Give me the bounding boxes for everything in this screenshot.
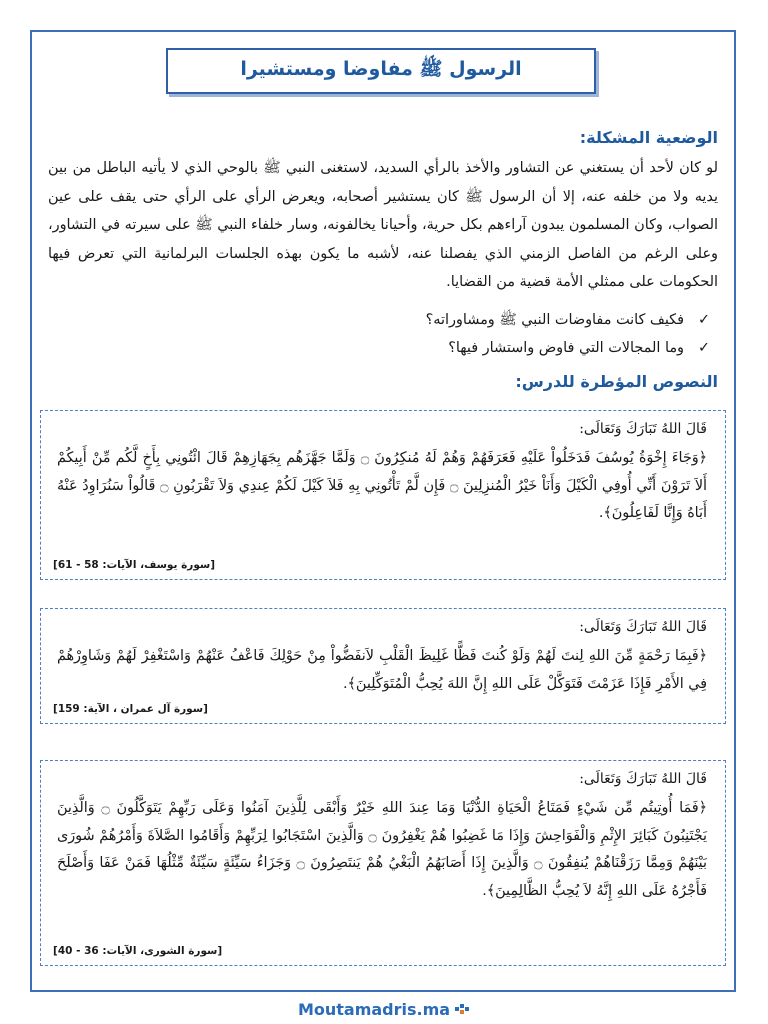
lesson-title-text: الرسول ﷺ مفاوضا ومستشيرا: [240, 58, 522, 80]
verse-intro: قَالَ اللهُ تَبَارَكَ وَتَعَالَى:: [579, 619, 707, 635]
verse-text: ﴿وَجَاءَ إِخْوَةُ يُوسُفَ فَدَخَلُواْ عَلَيْهِ فَعَرَفَهُمْ وَهُمْ لَهُ مُنكِرُونَ ۝ وَلَمَّا جَهَّزَهُم بِجَهَازِهِمْ قَالَ ائْتُونِي بِأَخٍ لَّكُم مِّنْ أَبِيكُمْ أَلاَ تَرَوْنَ أَنِّي أُوفِي الْكَيْلَ وَأَنَاْ خَيْرُ الْمُنزِلِينَ ۝ فَإِن لَّمْ تَأْتُونِي بِهِ فَلاَ كَيْلَ لَكُمْ عِندِي وَلاَ تَقْرَبُونِ ۝ قَالُواْ سَنُرَاوِدُ عَنْهُ أَبَاهُ وَإِنَّا لَفَاعِلُونَ﴾.: [57, 450, 707, 521]
texts-heading: النصوص المؤطرة للدرس:: [515, 372, 718, 391]
quran-text-box: [40, 410, 726, 580]
problem-heading: الوضعية المشكلة:: [579, 128, 718, 147]
footer-brand[interactable]: [286, 998, 482, 1020]
question-text: وما المجالات التي فاوض واستشار فيها؟: [448, 340, 684, 356]
lesson-title: [166, 48, 596, 94]
verse-intro: قَالَ اللهُ تَبَارَكَ وَتَعَالَى:: [579, 421, 707, 437]
moutamadris-logo-icon: [454, 1001, 470, 1017]
quran-text-box: [40, 760, 726, 966]
verse-intro: قَالَ اللهُ تَبَارَكَ وَتَعَالَى:: [579, 771, 707, 787]
problem-paragraph: لو كان لأحد أن يستغني عن التشاور والأخذ بالرأي السديد، لاستغنى النبي ﷺ بالوحي الذي لا يأتيه الباطل من بين يديه ولا من خلفه عنه، إلا أن الرسول ﷺ كان يستشير أصحابه، ويعرض الرأي على الرأي حتى يقف على عين الصواب، وكان المسلمون يبدون آراءهم بكل حرية، وأحيانا يخالفونه، وسار خلفاء النبي ﷺ على سيرته في التشاور، وعلى الرغم من الفاصل الزمني الذي يفصلنا عنه، لأشبه ما يكون بهذه الجلسات البرلمانية التي تعرض فيها الحكومات على ممثلي الأمة قضية من القضايا.: [48, 160, 718, 290]
check-mark-icon: ✓: [697, 340, 711, 356]
verse-reference: [سورة الشورى، الآيات: 36 - 40]: [53, 945, 223, 957]
list-item: [156, 306, 716, 334]
footer-brand-text: Moutamadris.ma: [297, 999, 451, 1019]
check-mark-icon: ✓: [697, 312, 711, 328]
verse-text: ﴿فَمَا أُوتِيتُم مِّن شَيْءٍ فَمَتَاعُ الْحَيَاةِ الدُّنْيَا وَمَا عِندَ اللهِ خَيْرٌ وَأَبْقَى لِلَّذِينَ آمَنُوا وَعَلَى رَبِّهِمْ يَتَوَكَّلُونَ ۝ وَالَّذِينَ يَجْتَنِبُونَ كَبَائِرَ الإِثْمِ وَالْفَوَاحِشَ وَإِذَا مَا غَضِبُوا هُمْ يَغْفِرُونَ ۝ وَالَّذِينَ اسْتَجَابُوا لِرَبِّهِمْ وَأَقَامُوا الصَّلاَةَ وَأَمْرُهُمْ شُورَى بَيْنَهُمْ وَمِمَّا رَزَقْنَاهُمْ يُنفِقُونَ ۝ وَالَّذِينَ إِذَا أَصَابَهُمُ الْبَغْيُ هُمْ يَنتَصِرُونَ ۝ وَجَزَاءُ سَيِّئَةٍ سَيِّئَةٌ مِّثْلُهَا فَمَنْ عَفَا وَأَصْلَحَ فَأَجْرُهُ عَلَى اللهِ إِنَّهُ لاَ يُحِبُّ الظَّالِمِينَ﴾.: [57, 800, 707, 899]
verse-text: ﴿فَبِمَا رَحْمَةٍ مِّنَ اللهِ لِنتَ لَهُمْ وَلَوْ كُنتَ فَظًّا غَلِيظَ الْقَلْبِ لاَنفَضُّواْ مِنْ حَوْلِكَ فَاعْفُ عَنْهُمْ وَاسْتَغْفِرْ لَهُمْ وَشَاوِرْهُمْ فِي الأَمْرِ فَإِذَا عَزَمْتَ فَتَوَكَّلْ عَلَى اللهِ إِنَّ اللهَ يُحِبُّ الْمُتَوَكِّلِينَ﴾.: [57, 648, 707, 692]
quran-text-box: [40, 608, 726, 724]
verse-reference: [سورة يوسف، الآيات: 58 - 61]: [53, 559, 216, 571]
list-item: [156, 334, 716, 362]
question-list: [156, 306, 716, 362]
verse-reference: [سورة آل عمران ، الآية: 159]: [53, 703, 208, 715]
question-text: فكيف كانت مفاوضات النبي ﷺ ومشاوراته؟: [425, 312, 684, 328]
